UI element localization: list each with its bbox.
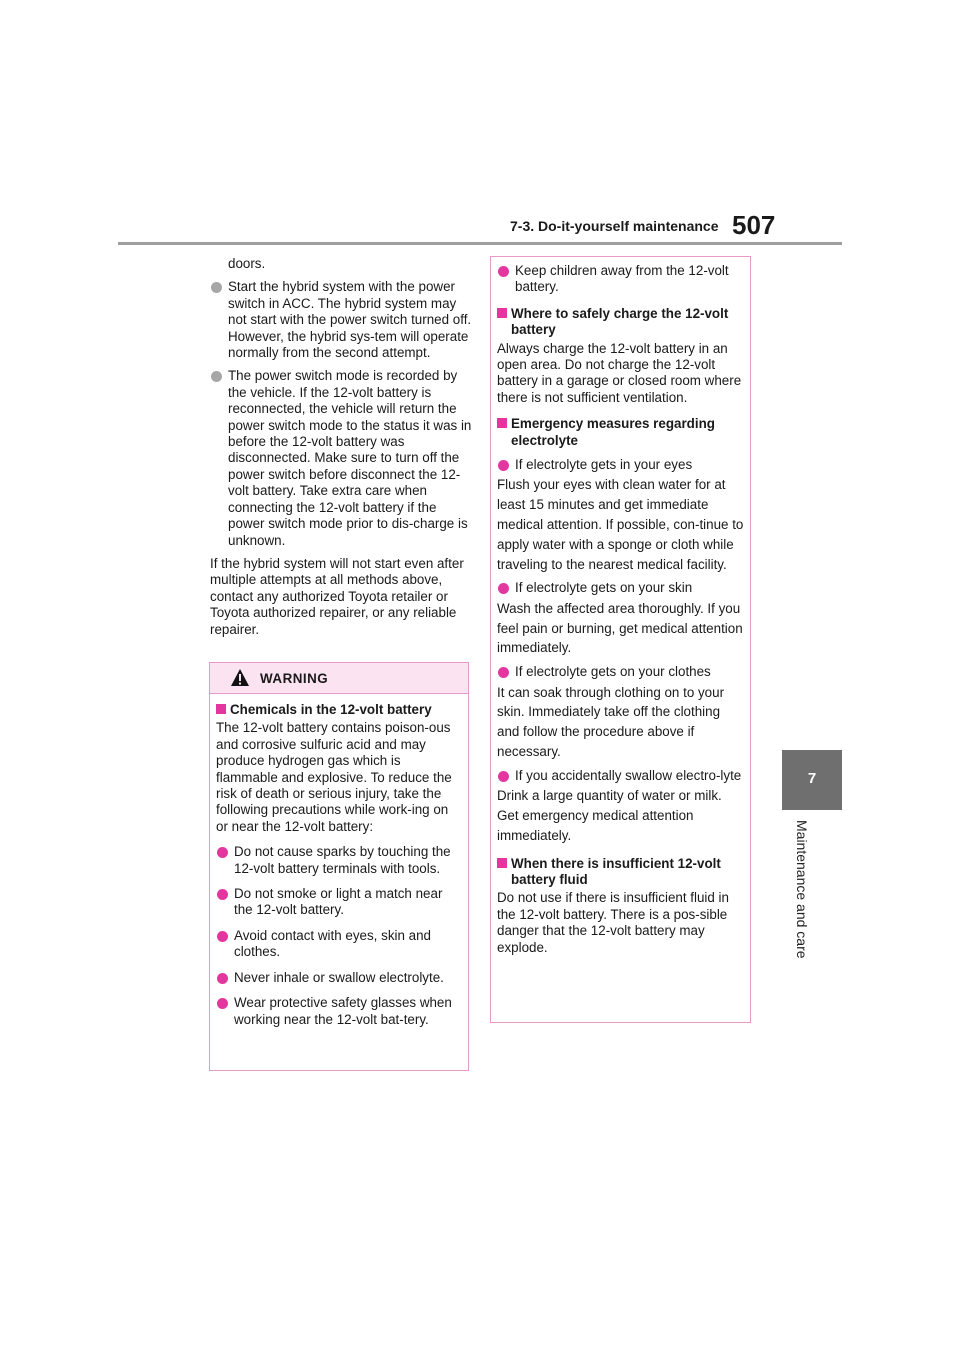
bullet-icon (217, 973, 228, 984)
chapter-tab[interactable]: 7 (782, 750, 842, 810)
paragraph: It can soak through clothing on to your skin. Immediately take off the clothing and follow the procedure above if necessary. (497, 684, 725, 760)
heading-text: When there is insufficient 12-volt battery fluid (511, 855, 721, 888)
bullet-text: If electrolyte gets on your skin (515, 580, 693, 596)
warning-continued-box (490, 256, 751, 1023)
list-item (216, 970, 462, 986)
list-item (210, 368, 472, 548)
warning-triangle-icon (230, 668, 250, 687)
square-bullet-icon (497, 308, 507, 318)
bullet-icon (498, 583, 509, 594)
bullet-text: If electrolyte gets in your eyes (515, 457, 693, 473)
list-item (497, 457, 744, 473)
warning-body (210, 694, 468, 1028)
bullet-icon (217, 847, 228, 858)
bullet-text: If you accidentally swallow electro-lyte (515, 767, 742, 783)
square-bullet-icon (497, 858, 507, 868)
header-divider (118, 242, 842, 245)
bullet-text: The power switch mode is recorded by the vehicle. If the 12-volt battery is reconnected, the vehicle will return the power switch mode to the status it was in before the 12-volt battery was disconnected. Make sure to turn off the power switch before disconnect the 12-volt battery. Take extra care when connecting the 12-volt battery if the power switch mode prior to dis-charge is unknown. (228, 368, 472, 548)
section-title: 7-3. Do-it-yourself maintenance (510, 218, 719, 234)
paragraph: Always charge the 12-volt battery in an open area. Do not charge the 12-volt battery in a garage or closed room where there is not sufficient ventilation. (497, 340, 742, 405)
bullet-text: Keep children away from the 12-volt battery. (515, 263, 729, 295)
chapter-title: Maintenance and care (794, 820, 810, 959)
section-heading (497, 856, 744, 889)
list-item (216, 928, 462, 961)
bullet-icon (498, 266, 509, 277)
bullet-icon (211, 282, 222, 293)
square-bullet-icon (216, 704, 226, 714)
bullet-text: If electrolyte gets on your clothes (515, 664, 711, 680)
paragraph: Wash the affected area thoroughly. If you feel pain or burning, get medical attention immediately. (497, 600, 743, 656)
heading-text: Where to safely charge the 12-volt battery (511, 305, 729, 338)
page-number: 507 (732, 210, 776, 240)
paragraph: Do not use if there is insufficient fluid in the 12-volt battery. There is a pos-sible danger that the 12-volt battery may explode. (497, 890, 729, 955)
bullet-icon (217, 998, 228, 1009)
left-column (210, 256, 472, 638)
section-heading (497, 306, 744, 339)
section-heading (497, 416, 744, 449)
heading-text: Chemicals in the 12-volt battery (230, 702, 432, 717)
bullet-icon (498, 667, 509, 678)
bullet-icon (217, 889, 228, 900)
list-item (216, 844, 462, 877)
paragraph: Drink a large quantity of water or milk. Get emergency medical attention immediately. (497, 788, 722, 843)
bullet-text: Start the hybrid system with the power switch in ACC. The hybrid system may not start with the power switch turned off. However, the hybrid sys-tem will operate normally from the second attempt. (228, 279, 472, 361)
continued-text: doors. (228, 256, 266, 271)
heading-text: Emergency measures regarding electrolyte (511, 416, 715, 448)
warning-header (210, 663, 468, 694)
bullet-icon (498, 460, 509, 471)
bullet-text: Avoid contact with eyes, skin and clothes. (234, 927, 432, 960)
warning-heading (216, 702, 462, 718)
bullet-icon (498, 771, 509, 782)
list-item (216, 995, 462, 1028)
warning-label: WARNING (260, 671, 329, 686)
warning-box (209, 662, 469, 1071)
bullet-icon (217, 931, 228, 942)
list-item (210, 279, 472, 361)
bullet-text: Never inhale or swallow electrolyte. (234, 969, 444, 985)
square-bullet-icon (497, 418, 507, 428)
bullet-text: Do not smoke or light a match near the 12-volt battery. (234, 886, 443, 918)
bullet-text: Wear protective safety glasses when working near the 12-volt bat-tery. (234, 995, 452, 1027)
list-item (497, 768, 744, 784)
list-item (497, 263, 744, 296)
list-item (497, 664, 744, 680)
paragraph: Flush your eyes with clean water for at least 15 minutes and get immediate medical attention. If possible, con-tinue to apply water with a sponge or cloth while traveling to the nearest medical facility. (497, 477, 744, 572)
list-item (497, 580, 744, 596)
paragraph: If the hybrid system will not start even after multiple attempts at all methods above, contact any authorized Toyota retailer or Toyota authorized repairer, or any reliable repairer. (210, 555, 464, 637)
paragraph: The 12-volt battery contains poison-ous and corrosive sulfuric acid and may produce hydrogen gas which is flammable and explosive. To reduce the risk of death or serious injury, take the following precautions while work-ing on or near the 12-volt battery: (216, 720, 452, 834)
bullet-text: Do not cause sparks by touching the 12-volt battery terminals with tools. (234, 844, 451, 876)
list-item (216, 886, 462, 919)
bullet-icon (211, 371, 222, 382)
